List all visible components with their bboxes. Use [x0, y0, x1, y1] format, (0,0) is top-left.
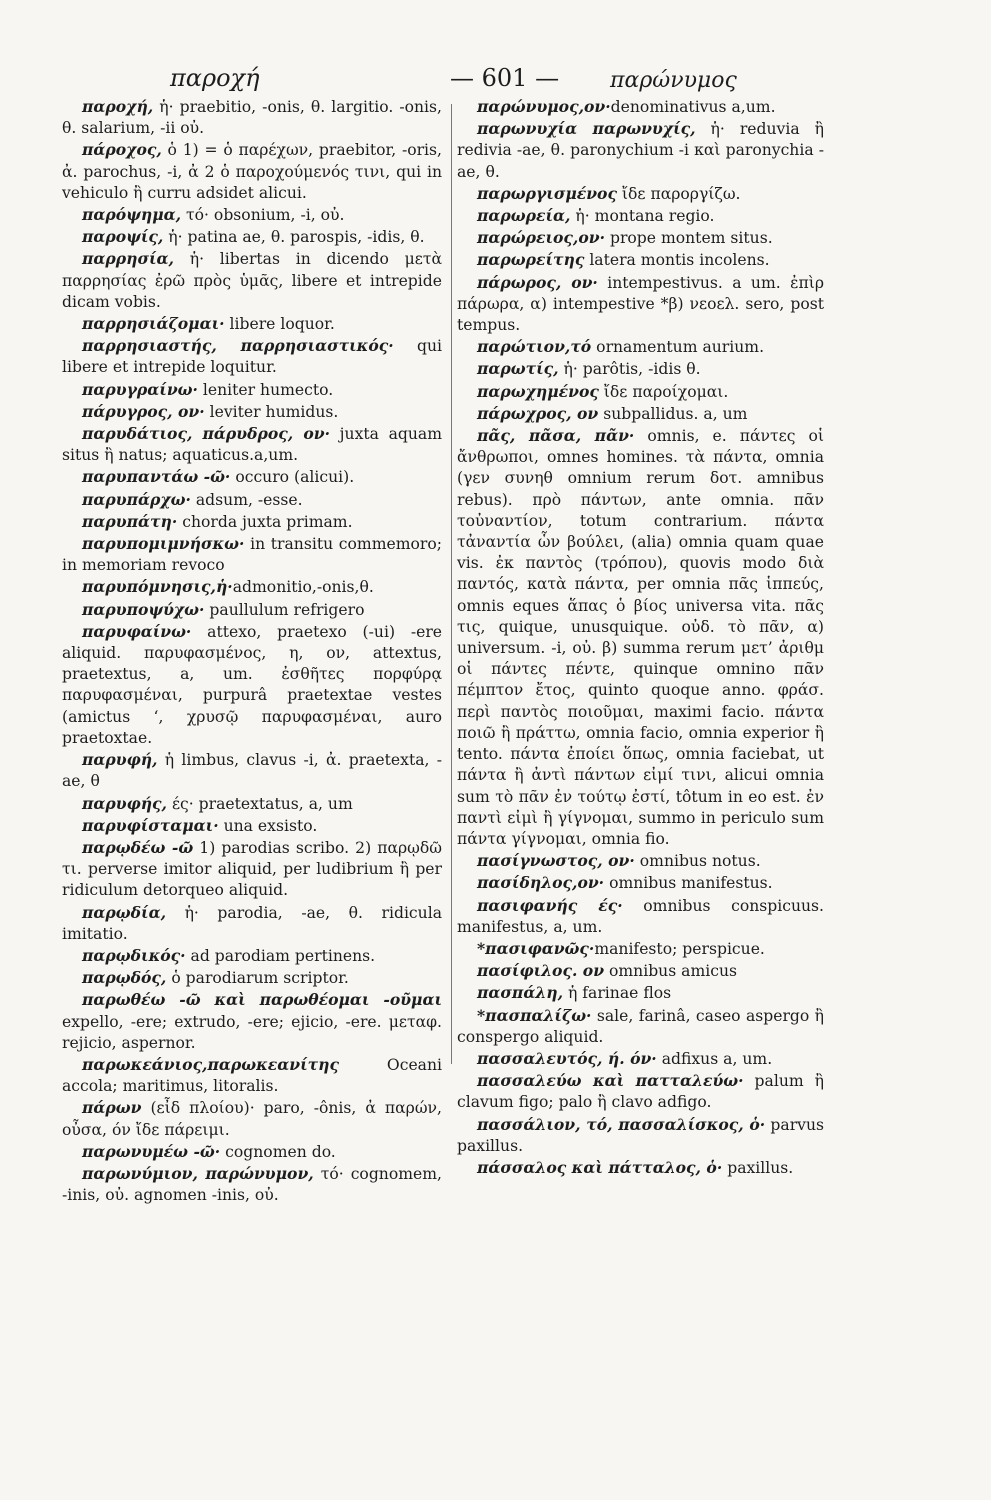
entry-definition: ornamentum aurium. — [591, 338, 765, 357]
entry-definition: ad parodiam pertinens. — [185, 946, 376, 965]
dictionary-entry — [62, 533, 442, 576]
entry-definition: cognomen do. — [220, 1142, 336, 1161]
dictionary-entry — [457, 1114, 824, 1157]
entry-definition: intempestivus. a um. ἐπὶρ πάρωρα, α) intempestive *β) νεοελ. sero, post tempus. — [457, 273, 824, 335]
entry-headword: παρωνύμιον, παρώνυμον, — [82, 1163, 314, 1183]
column-divider — [451, 104, 452, 1064]
entry-definition: attexo, praetexo (-ui) -ere aliquid. παρυφασμένος, η, ον, attextus, praetextus, a, um. ἐσθῆτες πορφύρᾳ παρυφασμέναι, purpurâ praetextae vestes (amictus ‘, χρυσῷ παρυφασμέναι, auro praetoxtae. — [62, 622, 442, 747]
entry-definition: juxta aquam situs ἢ natus; aquaticus.a,um. — [62, 425, 443, 465]
entry-definition: ἡ· praebitio, -onis, θ. largitio. -onis, θ. salarium, -ii οὐ. — [62, 98, 442, 138]
entry-headword: παρωνυμέω -ῶ· — [82, 1141, 221, 1161]
entry-definition: prope montem situs. — [605, 229, 773, 248]
entry-definition: omnibus notus. — [634, 852, 761, 871]
dictionary-entry — [62, 248, 442, 313]
entry-definition: omnis, e. πάντες οἱ ἄνθρωποι, omnes homines. τὰ πάντα, omnia (γεν συνηθ omnium rerum δοτ. amnibus rebus). πρὸ πάντων, ante omnia. πᾶν τοὐναντίον, totum contrarium. πάντα τἀναντία ὧν βούλει, (alia) omnia quam quae vis. ἐκ παντὸς (τρόπου), quovis modo διὰ παντός, κατὰ πάντα, per omnia πᾶς ἱππεύς, omnis eques ἅπας ὁ βίος universa vita. πᾶς τις, quique, unusquique. οὐδ. τὸ πᾶν, α) universum. -i, οὐ. β) summa rerum μετ’ ἀριθμ οἱ πάντες πέντε, quinque omnino πᾶν πέμπτον ἔτος, quinto quoque anno. φράσ. περὶ παντὸς ποιοῦμαι, maximi facio. πάντα ποιῶ ἢ πράττω, omnia facio, omnia experior ἢ tento. πάντα ἐποίει ὅπως, omnia faciebat, ut πάντα ἢ ἀντὶ πάντων εἰμί τινι, alicui omnia sum τὸ πᾶν ἐν τούτῳ ἐστί, tôtum in eo est. ἐν παντὶ εἰμὶ ἢ γίγνομαι, summo in periculo sum πάντα γίγνομαι, omnia fio. — [457, 427, 824, 848]
entry-headword: πασσάλιον, τό, πασσαλίσκος, ὁ· — [477, 1114, 766, 1134]
entry-headword: παρωκεάνιος,παρωκεανίτης — [82, 1054, 339, 1074]
dictionary-entry — [62, 1141, 442, 1163]
dictionary-entry — [62, 204, 442, 226]
entry-definition: leniter humecto. — [197, 380, 334, 399]
entry-headword: *πασιφανῶς· — [477, 938, 595, 958]
entry-headword: παρυπάρχω· — [82, 489, 191, 509]
dictionary-entry — [457, 358, 824, 380]
entry-definition: libere loquor. — [224, 315, 335, 334]
entry-definition: ἡ· patina ae, θ. parospis, -idis, θ. — [163, 228, 425, 247]
entry-definition: ἡ· parôtis, -idis θ. — [558, 360, 701, 379]
header-left-guide-word: παροχή — [170, 64, 260, 92]
entry-definition: τό· obsonium, -i, οὐ. — [181, 206, 345, 225]
dictionary-entry — [457, 249, 824, 271]
right-column — [457, 96, 824, 1179]
entry-headword: πάσσαλος καὶ πάτταλος, ὁ· — [477, 1157, 723, 1177]
entry-headword: πασίφιλος. ον — [477, 961, 605, 981]
entry-headword: *πασπαλίζω· — [477, 1005, 592, 1025]
dictionary-entry — [62, 466, 442, 488]
entry-headword: πασσαλεύω καὶ πατταλεύω· — [477, 1071, 744, 1091]
entry-definition: denominativus a,um. — [610, 98, 776, 116]
dictionary-entry — [457, 1048, 824, 1070]
entry-headword: παρωχημένος — [477, 381, 599, 401]
dictionary-entry — [457, 1070, 824, 1113]
entry-headword: παρυδάτιος, πάρυδρος, ον· — [82, 424, 331, 444]
entry-headword: πασιφανής ές· — [477, 895, 623, 915]
entry-definition: ἴδε παροίχομαι. — [598, 382, 729, 401]
entry-headword: παρόψημα, — [82, 205, 182, 225]
dictionary-entry — [62, 989, 442, 1054]
entry-headword: παρυπόμνησις,ἡ· — [82, 577, 233, 597]
entry-headword: παρωρείτης — [477, 250, 585, 270]
entry-definition: ἡ· libertas in dicendo μετὰ παρρησίας ἐρῶ πρὸς ὑμᾶς, libere et intrepide dicam vobis. — [62, 250, 442, 311]
entry-definition: ἴδε παροργίζω. — [616, 184, 741, 203]
entry-definition: latera montis incolens. — [584, 251, 770, 270]
dictionary-entry — [62, 945, 442, 967]
dictionary-entry — [457, 183, 824, 205]
dictionary-entry — [457, 425, 824, 850]
dictionary-entry — [457, 118, 824, 183]
entry-headword: παρυποψύχω· — [82, 599, 205, 619]
entry-headword: παρυπομιμνήσκω· — [82, 534, 245, 554]
dictionary-entry — [62, 489, 442, 511]
entry-headword: παρώνυμος,ον· — [477, 97, 611, 116]
entry-definition: palum ἢ clavum figo; palo ἢ clavo adfigo. — [457, 1072, 824, 1112]
dictionary-entry — [62, 967, 442, 989]
entry-headword: παρῳδία, — [82, 902, 167, 922]
entry-definition: ἡ· parodia, -ae, θ. ridicula imitatio. — [62, 903, 442, 943]
dictionary-entry — [62, 815, 442, 837]
entry-definition: ές· praetextatus, a, um — [166, 794, 353, 813]
entry-definition: adsum, -esse. — [190, 490, 303, 509]
entry-headword: παρωθέω -ῶ καὶ παρωθέομαι -οῦμαι — [82, 990, 442, 1010]
entry-definition: parvus paxillus. — [457, 1115, 825, 1155]
dictionary-entry — [62, 401, 442, 423]
entry-headword: πάρων — [82, 1098, 142, 1118]
entry-headword: παρῳδικός· — [82, 945, 186, 965]
entry-headword: πασσαλευτός, ή. όν· — [477, 1048, 657, 1068]
entry-headword: παρωρεία, — [477, 206, 571, 226]
entry-headword: παρώρειος,ον· — [477, 228, 606, 248]
entry-definition: una exsisto. — [218, 816, 318, 835]
entry-definition: ὁ parodiarum scriptor. — [166, 969, 349, 988]
entry-headword: παροχή, — [82, 97, 154, 116]
entry-definition: omnibus amicus — [604, 962, 738, 981]
entry-headword: παρώτιον,τό — [477, 337, 592, 357]
dictionary-entry — [457, 403, 824, 425]
dictionary-entry — [62, 511, 442, 533]
dictionary-entry — [62, 379, 442, 401]
dictionary-entry — [457, 1005, 824, 1048]
dictionary-entry — [457, 227, 824, 249]
entry-definition: ὁ 1) = ὁ παρέχων, praebitor, -oris, ἀ. parochus, -i, ἀ 2 ὁ παροχούμενός τινι, qui in vehiculo ἢ curru adsidet alicui. — [62, 141, 442, 202]
entry-definition: sale, farinâ, caseo aspergo ἢ conspergo aliquid. — [457, 1006, 824, 1046]
entry-definition: subpallidus. a, um — [598, 404, 748, 423]
dictionary-entry — [62, 599, 442, 621]
entry-definition: chorda juxta primam. — [177, 512, 353, 531]
entry-definition: in transitu commemoro; in memoriam revoco — [62, 535, 442, 575]
entry-definition: paxillus. — [722, 1158, 794, 1177]
entry-headword: παρυφαίνω· — [82, 621, 192, 641]
entry-headword: παρρησία, — [82, 249, 174, 269]
dictionary-entry — [62, 837, 442, 902]
entry-headword: παρωργισμένος — [477, 183, 617, 203]
entry-headword: πάρωχρος, ον — [477, 403, 599, 423]
dictionary-entry — [457, 336, 824, 358]
entry-definition: paullulum refrigero — [204, 600, 365, 619]
entry-definition: omnibus manifestus. — [604, 874, 773, 893]
dictionary-entry — [62, 576, 442, 598]
entry-headword: πασίγνωστος, ον· — [477, 851, 635, 871]
entry-headword: πᾶς, πᾶσα, πᾶν· — [477, 426, 635, 446]
entry-definition: τό· cognomem, -inis, οὐ. agnomen -inis, οὐ. — [62, 1164, 442, 1205]
entry-headword: παρρησιαστής, παρρησιαστικός· — [82, 336, 394, 356]
entry-headword: παρωτίς, — [477, 359, 559, 379]
entry-definition: 1) parodias scribo. 2) παρῳδῶ τι. perverse imitor aliquid, per ludibrium ἢ per ridiculum detorqueo aliquid. — [62, 838, 443, 900]
dictionary-entry — [457, 872, 824, 894]
dictionary-entry — [62, 313, 442, 335]
entry-headword: παρυφίσταμαι· — [82, 815, 219, 835]
dictionary-entry — [62, 1054, 442, 1097]
dictionary-entry — [62, 96, 442, 139]
entry-headword: πασίδηλος,ον· — [477, 873, 605, 893]
entry-definition: (εἶδ πλοίου)· paro, -ônis, ἀ παρών, οὖσα, όν ἴδε πάρειμι. — [62, 1099, 442, 1139]
entry-headword: πάρυγρος, ον· — [82, 401, 205, 421]
entry-definition: qui libere et intrepide loquitur. — [62, 337, 442, 377]
dictionary-entry — [62, 793, 442, 815]
entry-headword: παρυγραίνω· — [82, 379, 198, 399]
entry-definition: ἡ farinae flos — [563, 984, 672, 1003]
entry-definition: omnibus conspicuus. manifestus, a, um. — [457, 896, 824, 936]
entry-headword: παρωνυχία παρωνυχίς, — [477, 119, 696, 139]
entry-definition: ἡ· reduvia ἢ redivia -ae, θ. paronychium -i καὶ paronychia -ae, θ. — [457, 120, 824, 181]
dictionary-entry — [457, 982, 824, 1004]
dictionary-entry — [62, 226, 442, 248]
page-number: — 601 — — [450, 64, 560, 92]
dictionary-entry — [457, 205, 824, 227]
dictionary-entry — [62, 902, 442, 945]
entry-definition: expello, -ere; extrudo, -ere; ejicio, -ere. μεταφ. rejicio, aspernor. — [62, 1012, 442, 1052]
dictionary-entry — [62, 139, 442, 204]
dictionary-entry — [62, 1163, 442, 1206]
entry-headword: παρῳδός, — [82, 968, 167, 988]
dictionary-entry — [457, 938, 824, 960]
entry-headword: πάροχος, — [82, 140, 162, 160]
dictionary-entry — [62, 1097, 442, 1140]
dictionary-entry — [62, 621, 442, 749]
entry-definition: adfixus a, um. — [656, 1049, 773, 1068]
entry-headword: παρυφή, — [82, 750, 158, 770]
entry-headword: πάρωρος, ον· — [477, 272, 598, 292]
entry-headword: παρρησιάζομαι· — [82, 314, 225, 334]
entry-headword: παροψίς, — [82, 227, 164, 247]
entry-headword: παρυπάτη· — [82, 511, 178, 531]
header-right-guide-word: παρώνυμος — [610, 68, 737, 93]
dictionary-entry — [62, 423, 442, 466]
entry-definition: leviter humidus. — [204, 402, 339, 421]
entry-definition: admonitio,-onis,θ. — [232, 578, 374, 597]
dictionary-entry — [457, 850, 824, 872]
dictionary-entry — [457, 96, 824, 118]
entry-definition: ἡ limbus, clavus -i, ἀ. praetexta, -ae, θ — [62, 751, 442, 791]
dictionary-entry — [457, 381, 824, 403]
entry-definition: ἡ· montana regio. — [570, 207, 715, 226]
entry-headword: παρῳδέω -ῶ — [82, 837, 194, 857]
dictionary-entry — [62, 749, 442, 792]
entry-headword: παρυφής, — [82, 793, 167, 813]
entry-definition: occuro (alicui). — [230, 468, 355, 487]
dictionary-entry — [457, 895, 824, 938]
dictionary-entry — [457, 1157, 824, 1179]
entry-definition: Oceani accola; maritimus, litoralis. — [62, 1055, 442, 1096]
dictionary-entry — [457, 272, 824, 337]
entry-headword: παρυπαντάω -ῶ· — [82, 467, 231, 487]
dictionary-entry — [62, 335, 442, 378]
entry-headword: πασπάλη, — [477, 983, 564, 1003]
left-column — [62, 96, 442, 1206]
entry-definition: manifesto; perspicue. — [594, 939, 765, 958]
dictionary-entry — [457, 960, 824, 982]
